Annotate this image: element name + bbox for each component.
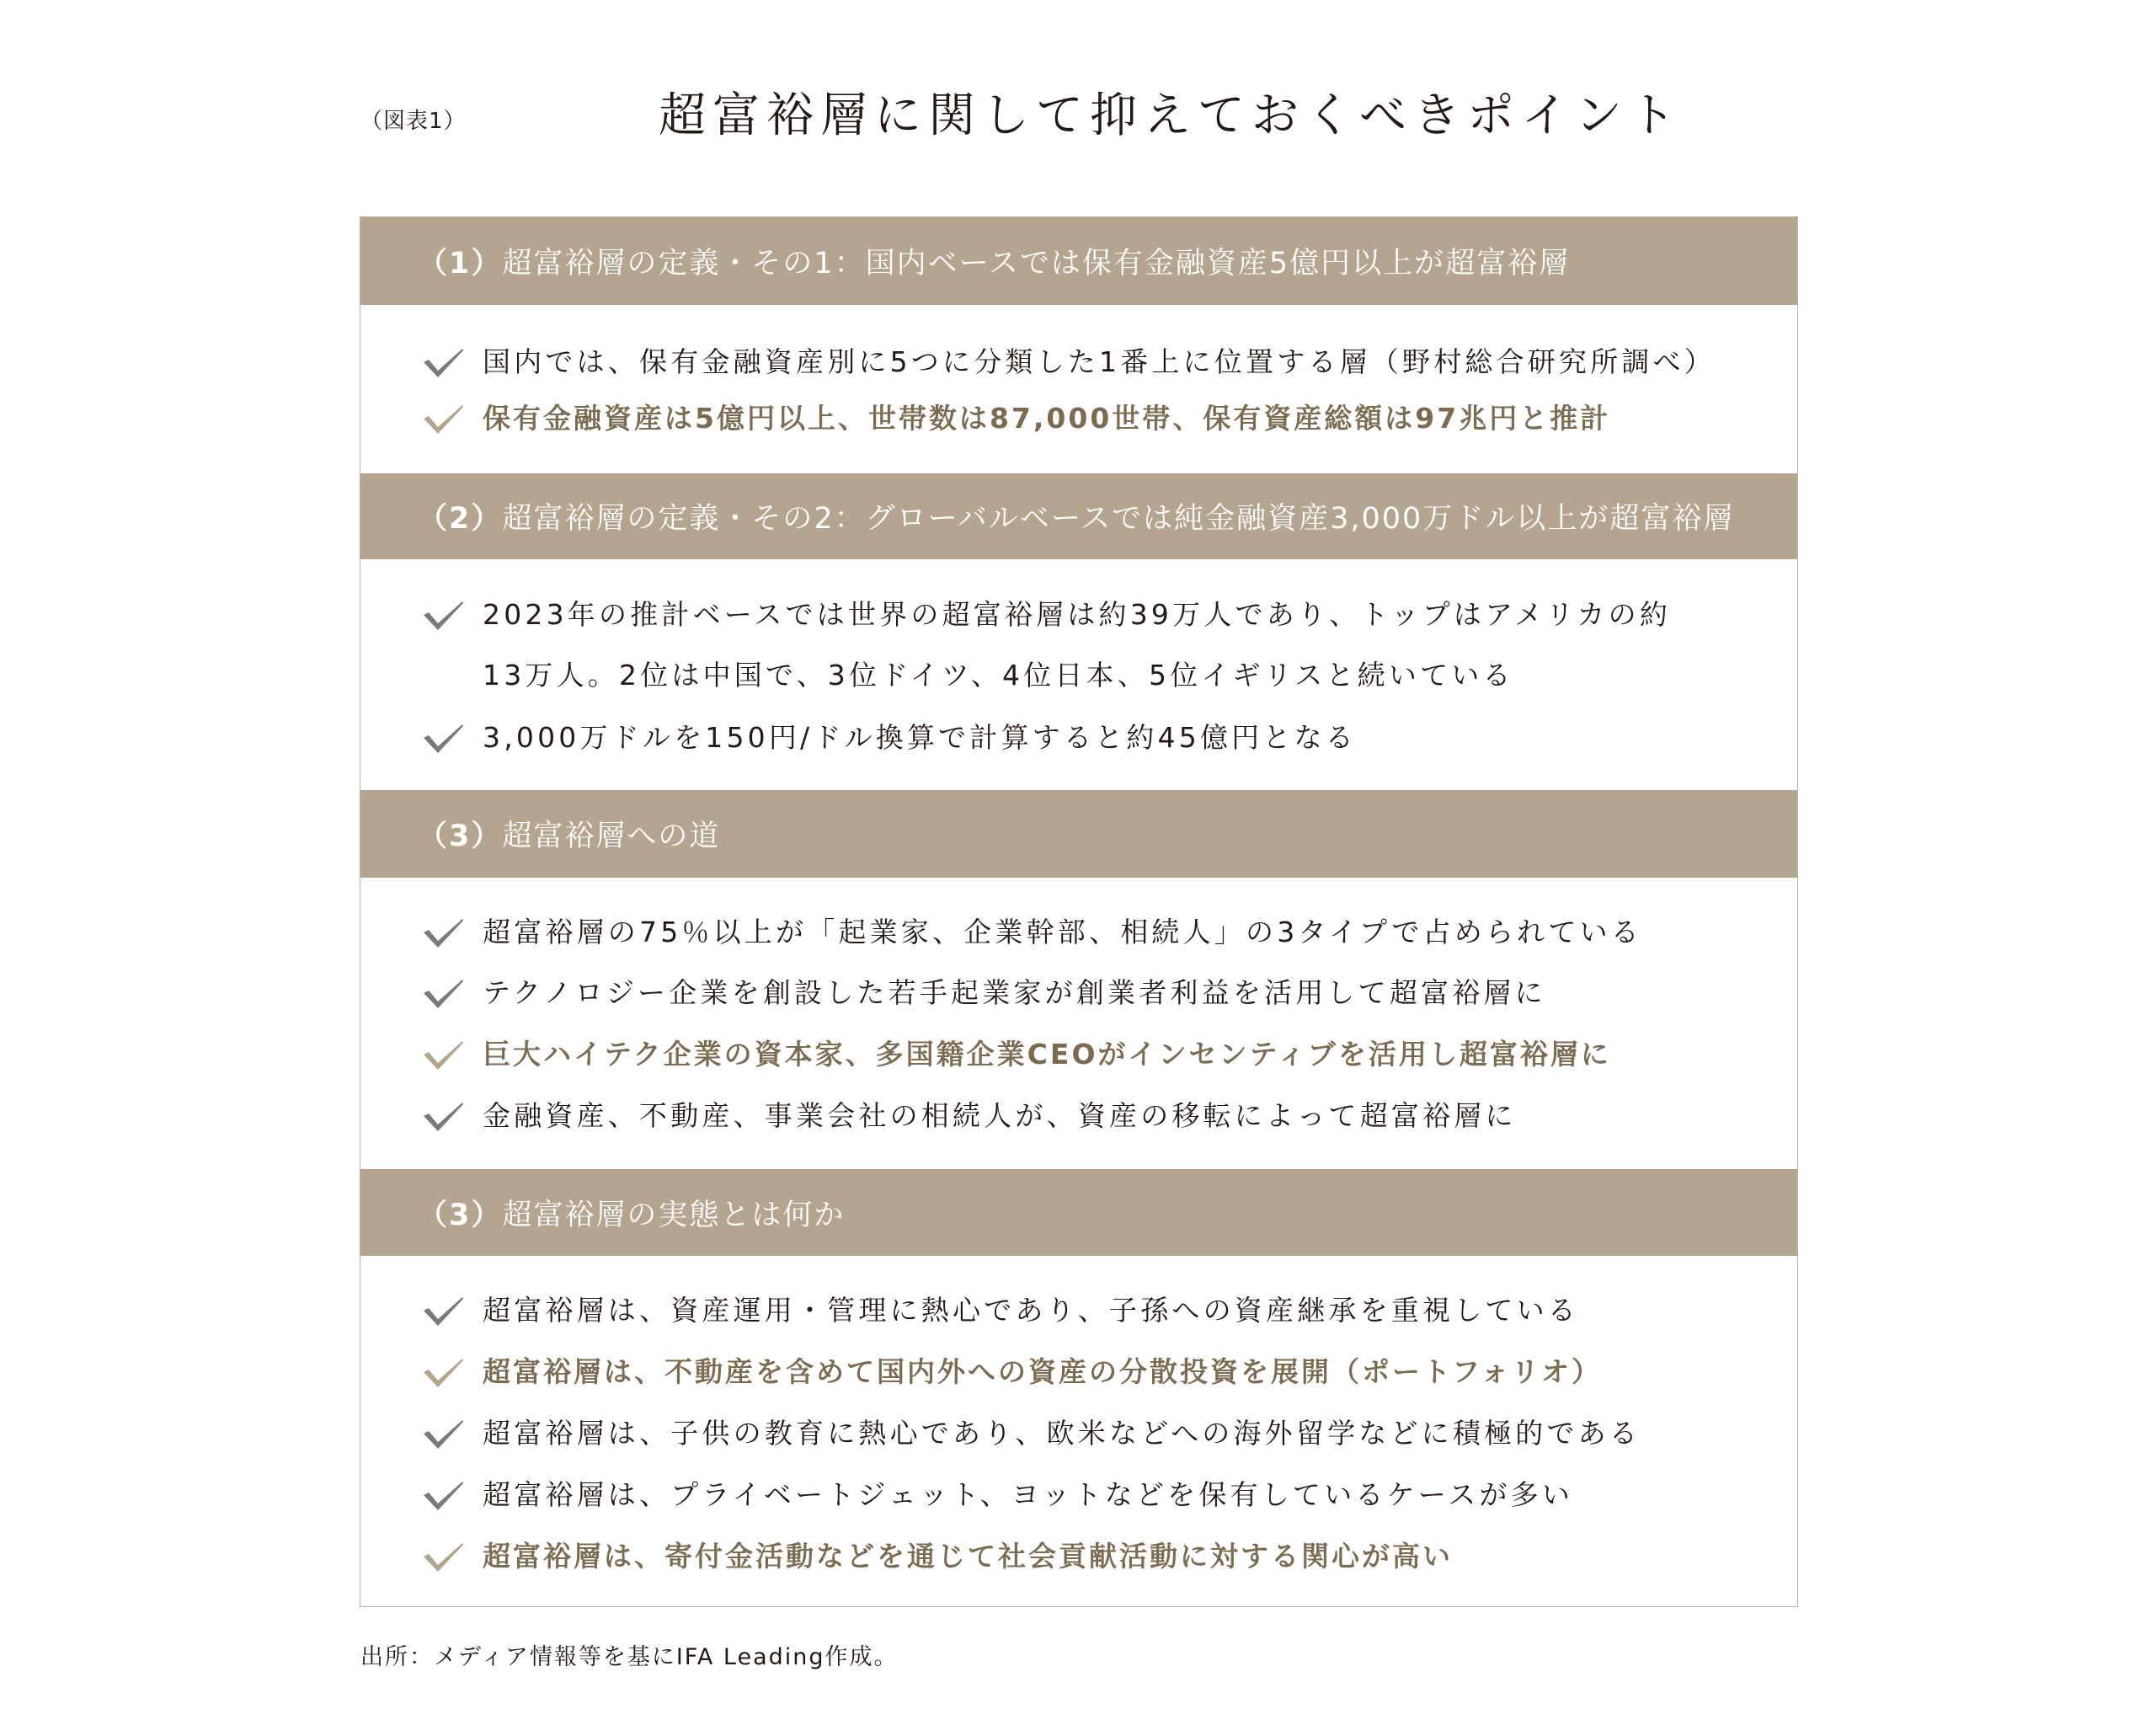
list-item xyxy=(360,1285,1797,1336)
list-item xyxy=(360,907,1797,958)
list-item xyxy=(360,1470,1797,1520)
list-item-highlight xyxy=(360,393,1797,444)
list-item-continuation xyxy=(360,650,1797,701)
check-icon xyxy=(422,1355,464,1389)
item-text: 超富裕層は、寄付金活動などを通じて社会貢献活動に対する関心が高い xyxy=(483,1540,1453,1573)
item-text-continuation: 13万人。2位は中国で、3位ドイツ、4位日本、5位イギリスと続いている xyxy=(483,659,1514,692)
section-title: 超富裕層の定義・その1：国内ベースでは保有金融資産5億円以上が超富裕層 xyxy=(502,246,1571,280)
section-number: （3） xyxy=(418,1198,503,1232)
item-text: 超富裕層の75％以上が「起業家、企業幹部、相続人」の3タイプで占められている xyxy=(483,916,1642,948)
item-text: 巨大ハイテク企業の資本家、多国籍企業CEOがインセンティブを活用し超富裕層に xyxy=(483,1038,1611,1071)
section-header-4 xyxy=(360,1169,1797,1256)
list-item-highlight xyxy=(360,1347,1797,1397)
list-item xyxy=(360,1408,1797,1459)
item-text: 超富裕層は、子供の教育に熱心であり、欧米などへの海外留学などに積極的である xyxy=(483,1417,1641,1450)
list-item-highlight xyxy=(360,1531,1797,1582)
check-icon xyxy=(422,598,464,632)
check-icon xyxy=(422,1038,464,1071)
item-text: 国内では、保有金融資産別に5つに分類した1番上に位置する層（野村総合研究所調べ） xyxy=(483,345,1716,378)
section-number: （3） xyxy=(418,820,503,853)
check-icon xyxy=(422,1540,464,1573)
list-item xyxy=(360,590,1797,640)
item-text: 超富裕層は、不動産を含めて国内外への資産の分散投資を展開（ポートフォリオ） xyxy=(483,1355,1603,1388)
check-icon xyxy=(422,402,464,435)
check-icon xyxy=(422,1417,464,1450)
section-body-3 xyxy=(360,878,1797,1169)
check-icon xyxy=(422,1294,464,1327)
check-icon xyxy=(422,976,464,1010)
list-item xyxy=(360,713,1797,763)
section-header-3 xyxy=(360,790,1797,878)
item-text: 金融資産、不動産、事業会社の相続人が、資産の移転によって超富裕層に xyxy=(483,1099,1517,1132)
item-text: 超富裕層は、資産運用・管理に熱心であり、子孫への資産継承を重視している xyxy=(483,1294,1579,1327)
list-item xyxy=(360,1091,1797,1141)
source-note: 出所：メディア情報等を基にIFA Leading作成。 xyxy=(360,1644,899,1670)
list-item xyxy=(360,968,1797,1018)
item-text: 超富裕層は、プライベートジェット、ヨットなどを保有しているケースが多い xyxy=(483,1478,1574,1511)
page-title: 超富裕層に関して抑えておくべきポイント xyxy=(659,88,1683,143)
item-text: 2023年の推計ベースでは世界の超富裕層は約39万人であり、トップはアメリカの約 xyxy=(483,598,1672,631)
section-body-2 xyxy=(360,559,1797,790)
section-number: （2） xyxy=(418,502,503,536)
check-icon xyxy=(422,916,464,949)
section-body-1 xyxy=(360,305,1797,473)
item-text: 3,000万ドルを150円/ドル換算で計算すると約45億円となる xyxy=(483,721,1357,754)
section-title: 超富裕層の定義・その2：グローバルベースでは純金融資産3,000万ドル以上が超富裕層 xyxy=(502,502,1735,536)
section-header-1 xyxy=(360,216,1797,305)
list-item-highlight xyxy=(360,1029,1797,1080)
section-number: （1） xyxy=(418,246,503,280)
check-icon xyxy=(422,1099,464,1133)
figure-label: （図表1） xyxy=(360,109,467,134)
section-body-4 xyxy=(360,1256,1797,1606)
points-table xyxy=(360,216,1798,1607)
section-header-2 xyxy=(360,473,1797,559)
check-icon xyxy=(422,721,464,755)
item-text: 保有金融資産は5億円以上、世帯数は87,000世帯、保有資産総額は97兆円と推計 xyxy=(483,402,1611,435)
item-text: テクノロジー企業を創設した若手起業家が創業者利益を活用して超富裕層に xyxy=(483,976,1546,1009)
list-item xyxy=(360,337,1797,387)
check-icon xyxy=(422,345,464,379)
check-icon xyxy=(422,1478,464,1512)
section-title: 超富裕層の実態とは何か xyxy=(502,1198,846,1232)
section-title: 超富裕層への道 xyxy=(502,820,721,853)
